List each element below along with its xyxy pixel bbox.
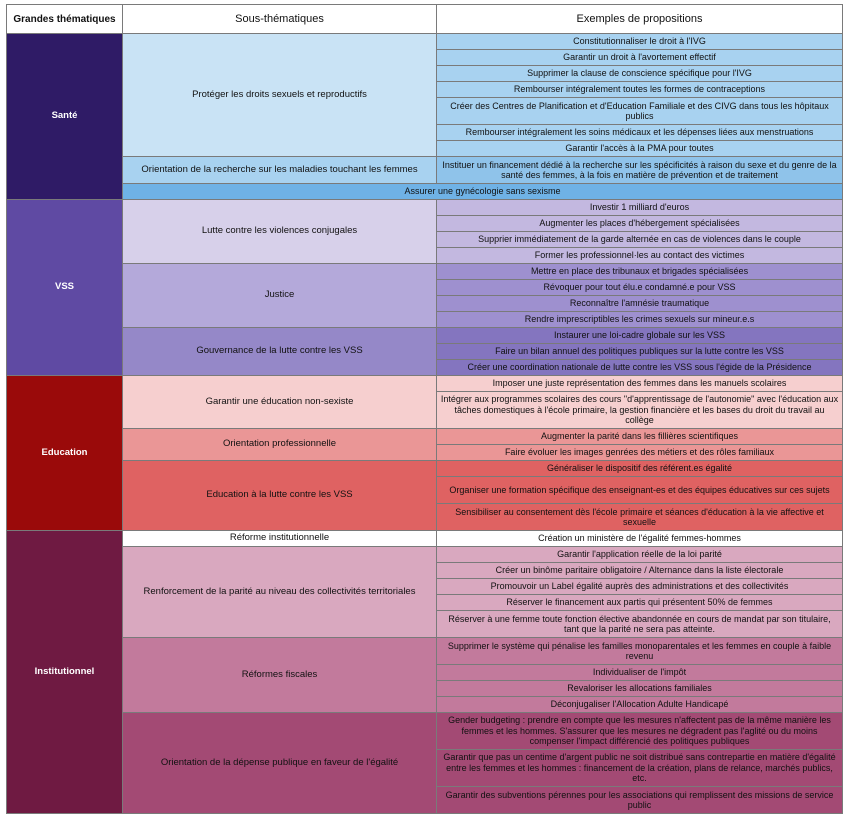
category-institutionnel: Institutionnel — [7, 531, 123, 814]
proposal-item: Instaurer une loi-cadre globale sur les VSS — [437, 328, 843, 344]
table-row — [7, 429, 843, 445]
table-row — [7, 34, 843, 50]
proposal-item: Garantir que pas un centime d'argent public ne soit distribué sans contrepartie en matière d'égalité entre les femmes et les hommes : financement de la création, plans de relance, marchés publics, etc. — [437, 750, 843, 787]
proposal-item: Investir 1 milliard d'euros — [437, 200, 843, 216]
table-row — [7, 264, 843, 280]
table-row — [7, 547, 843, 563]
table-row — [7, 184, 843, 200]
proposal-item: Généraliser le dispositif des référent.es égalité — [437, 461, 843, 477]
subtheme-depense-publique: Orientation de la dépense publique en faveur de l'égalité — [123, 713, 437, 814]
proposal-item: Révoquer pour tout élu.e condamné.e pour VSS — [437, 280, 843, 296]
subtheme-reformes-fiscales: Réformes fiscales — [123, 638, 437, 713]
proposal-item: Rendre imprescriptibles les crimes sexuels sur mineur.e.s — [437, 312, 843, 328]
table-row — [7, 713, 843, 750]
proposal-item: Créer des Centres de Planification et d'Education Familiale et des CIVG dans tous les hôpitaux publics — [437, 98, 843, 125]
proposal-item: Gender budgeting : prendre en compte que les mesures n'affectent pas de la même manière les femmes et les hommes. S'assurer que les mesures ne dégradent pas l'aglité ou du moins compenser l'impact différencié des politiques publiques — [437, 713, 843, 750]
subtheme-education-non-sexiste: Garantir une éducation non-sexiste — [123, 376, 437, 429]
proposal-item: Réserver le financement aux partis qui présentent 50% de femmes — [437, 595, 843, 611]
subtheme-gouvernance-vss: Gouvernance de la lutte contre les VSS — [123, 328, 437, 376]
proposal-item: Créer une coordination nationale de lutte contre les VSS sous l'égide de la Présidence — [437, 360, 843, 376]
proposal-item: Garantir des subventions pérennes pour les associations qui remplissent des missions de service public — [437, 787, 843, 814]
category-education: Education — [7, 376, 123, 531]
proposal-item: Instituer un financement dédié à la recherche sur les spécificités à raison du sexe et du genre de la santé des femmes, à la fois en matière de prévention et de traitement — [437, 157, 843, 184]
proposal-item: Réserver à une femme toute fonction élective abandonnée en cours de mandat par son titulaire, tant que la parité ne sera pas atteinte. — [437, 611, 843, 638]
proposal-item: Organiser une formation spécifique des enseignant-es et des équipes éducatives sur ces sujets — [437, 477, 843, 504]
subtheme-parite-collectivites: Renforcement de la parité au niveau des collectivités territoriales — [123, 547, 437, 638]
proposal-item: Augmenter les places d'hébergement spécialisées — [437, 216, 843, 232]
table-row — [7, 461, 843, 477]
proposal-item: Augmenter la parité dans les fillières scientifiques — [437, 429, 843, 445]
proposal-item: Intégrer aux programmes scolaires des cours "d'apprentissage de l'autonomie" avec l'éducation aux tâches domestiques à l'école primaire, la gestion financière et les bases du droit du travail au collège — [437, 392, 843, 429]
proposal-item: Supprier immédiatement de la garde alternée en cas de violences dans le couple — [437, 232, 843, 248]
proposal-item: Rembourser intégralement les soins médicaux et les dépenses liées aux menstruations — [437, 125, 843, 141]
category-vss: VSS — [7, 200, 123, 376]
subtheme-education-vss: Education à la lutte contre les VSS — [123, 461, 437, 531]
proposal-item: Création un ministère de l'égalité femmes-hommes — [437, 531, 843, 547]
subtheme-droits-sexuels: Protéger les droits sexuels et reproductifs — [123, 34, 437, 157]
proposal-item: Rembourser intégralement toutes les formes de contraceptions — [437, 82, 843, 98]
proposal-item: Former les professionnel·les au contact des victimes — [437, 248, 843, 264]
table-row — [7, 376, 843, 392]
proposal-item: Imposer une juste représentation des femmes dans les manuels scolaires — [437, 376, 843, 392]
header-row — [7, 5, 843, 34]
proposal-item: Supprimer la clause de conscience spécifique pour l'IVG — [437, 66, 843, 82]
table-row — [7, 200, 843, 216]
proposal-item: Garantir l'application réelle de la loi parité — [437, 547, 843, 563]
table-row — [7, 157, 843, 184]
proposal-item: Garantir un droit à l'avortement effectif — [437, 50, 843, 66]
header-grandes-thematiques: Grandes thématiques — [7, 5, 123, 34]
proposal-item: Promouvoir un Label égalité auprès des administrations et des collectivités — [437, 579, 843, 595]
header-sous-thematiques: Sous-thématiques — [123, 5, 437, 34]
subtheme-recherche: Orientation de la recherche sur les maladies touchant les femmes — [123, 157, 437, 184]
proposal-item: Déconjugaliser l'Allocation Adulte Handicapé — [437, 697, 843, 713]
proposal-item: Faire un bilan annuel des politiques publiques sur la lutte contre les VSS — [437, 344, 843, 360]
subtheme-reforme-institutionnelle: Réforme institutionnelle — [123, 531, 437, 547]
proposal-item: Individualiser de l'impôt — [437, 665, 843, 681]
table-row — [7, 328, 843, 344]
proposal-item: Créer un binôme paritaire obligatoire / Alternance dans la liste électorale — [437, 563, 843, 579]
header-exemples: Exemples de propositions — [437, 5, 843, 34]
proposal-gynecologie: Assurer une gynécologie sans sexisme — [123, 184, 843, 200]
proposal-item: Constitutionnaliser le droit à l'IVG — [437, 34, 843, 50]
proposal-item: Reconnaître l'amnésie traumatique — [437, 296, 843, 312]
proposal-item: Sensibiliser au consentement dès l'école primaire et séances d'éducation à la vie affective et sexuelle — [437, 504, 843, 531]
category-sante: Santé — [7, 34, 123, 200]
proposal-item: Garantir l'accès à la PMA pour toutes — [437, 141, 843, 157]
proposals-table — [6, 4, 843, 814]
subtheme-justice: Justice — [123, 264, 437, 328]
table-row — [7, 638, 843, 665]
subtheme-violences-conjugales: Lutte contre les violences conjugales — [123, 200, 437, 264]
proposal-item: Supprimer le système qui pénalise les familles monoparentales et les femmes en couple à faible revenu — [437, 638, 843, 665]
subtheme-orientation-professionnelle: Orientation professionnelle — [123, 429, 437, 461]
table-row — [7, 531, 843, 547]
proposal-item: Faire évoluer les images genrées des métiers et des rôles familiaux — [437, 445, 843, 461]
proposal-item: Revaloriser les allocations familiales — [437, 681, 843, 697]
proposal-item: Mettre en place des tribunaux et brigades spécialisées — [437, 264, 843, 280]
